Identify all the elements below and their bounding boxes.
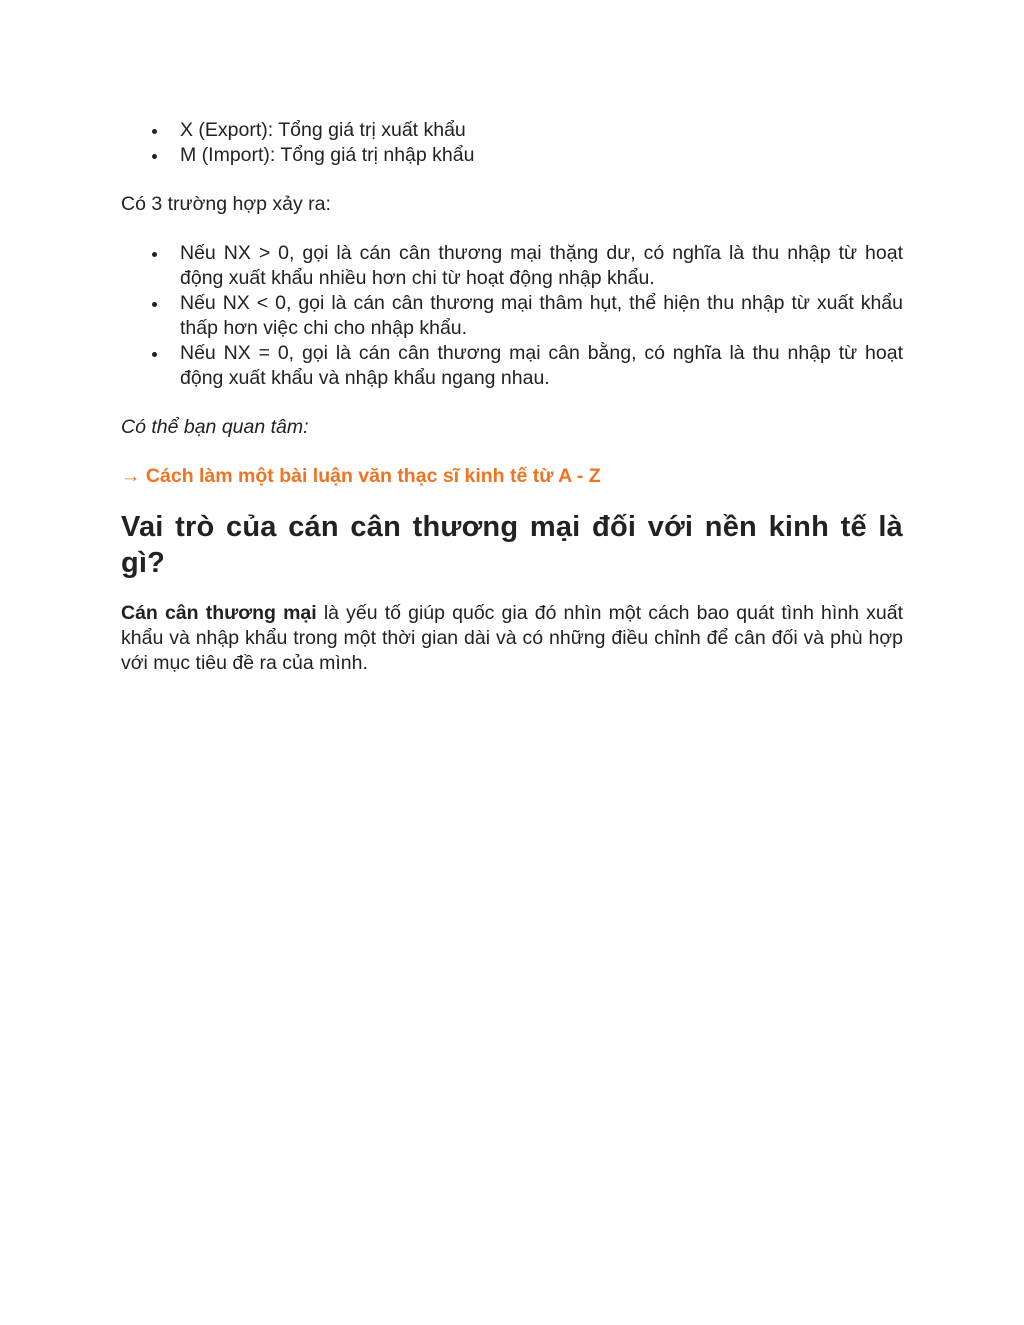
variables-list [121, 118, 903, 168]
intro-paragraph: Có 3 trường hợp xảy ra: [121, 193, 331, 215]
document-page [121, 118, 903, 676]
bullet-icon [152, 154, 157, 159]
body-paragraph [121, 601, 903, 676]
bullet-icon [152, 352, 157, 357]
list-item [121, 341, 903, 391]
bullet-icon [152, 252, 157, 257]
bold-term: Cán cân thương mại [121, 602, 317, 624]
related-article-link[interactable]: → Cách làm một bài luận văn thạc sĩ kinh tế từ A - Z [121, 465, 601, 487]
list-item [121, 241, 903, 291]
cases-list [121, 241, 903, 391]
list-item-text: X (Export): Tổng giá trị xuất khẩu [180, 119, 466, 141]
list-item-text: Nếu NX = 0, gọi là cán cân thương mại cân bằng, có nghĩa là thu nhập từ hoạt động xuất khẩu và nhập khẩu ngang nhau. [180, 342, 903, 389]
list-item [121, 118, 903, 143]
bullet-icon [152, 302, 157, 307]
list-item [121, 143, 903, 168]
list-item-text: M (Import): Tổng giá trị nhập khẩu [180, 144, 475, 166]
related-note: Có thể bạn quan tâm: [121, 416, 309, 438]
list-item [121, 291, 903, 341]
section-heading: Vai trò của cán cân thương mại đối với nền kinh tế là gì? [121, 511, 903, 579]
bullet-icon [152, 129, 157, 134]
body-text: là yếu tố giúp quốc gia đó nhìn một cách bao quát tình hình xuất khẩu và nhập khẩu trong một thời gian dài và có những điều chỉnh để cân đối và phù hợp với mục tiêu đề ra của mình. [121, 602, 904, 674]
list-item-text: Nếu NX < 0, gọi là cán cân thương mại thâm hụt, thể hiện thu nhập từ xuất khẩu thấp hơn việc chi cho nhập khẩu. [180, 292, 903, 339]
list-item-text: Nếu NX > 0, gọi là cán cân thương mại thặng dư, có nghĩa là thu nhập từ hoạt động xuất khẩu nhiều hơn chi từ hoạt động nhập khẩu. [180, 242, 903, 289]
